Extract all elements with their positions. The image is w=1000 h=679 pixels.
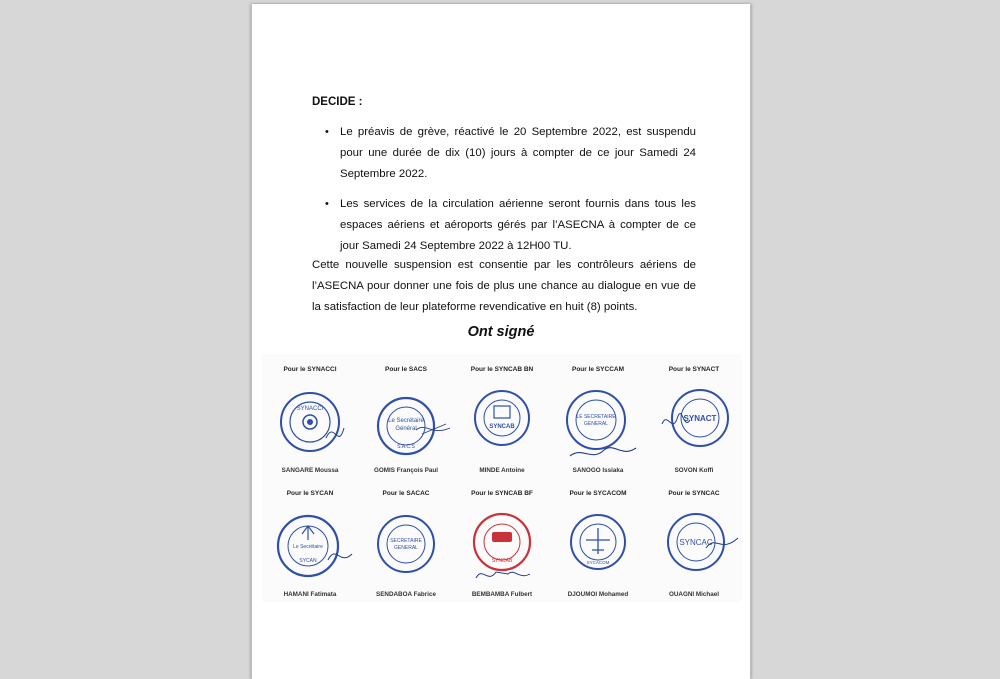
signatory-2 [358,354,454,476]
stamp-text: SYNCAB [489,424,515,430]
signatures-block [262,354,742,602]
decide-heading: DECIDE : [312,96,363,108]
signatory-org: Pour le SYCCAM [571,366,624,373]
stamp-seal-icon [372,380,452,460]
signatory-org: Pour le SYNCAC [668,490,720,497]
signatory-name: SENDABOA Fabrice [376,591,436,598]
signatory-5 [646,354,742,476]
svg-text:Le Secrétaire: Le Secrétaire [388,418,424,424]
svg-text:Le Secrétaire: Le Secrétaire [293,544,323,550]
stamp-seal-icon [276,504,356,584]
svg-text:Général: Général [395,426,417,432]
stamp-seal-icon [564,504,634,584]
stamp-seal-icon [468,380,538,460]
list-item [312,122,696,185]
signatory-name: DJOUMOI Mohamed [567,591,629,598]
signatory-org: Pour le SYNACCI [283,366,337,373]
signatory-10 [646,478,742,600]
stamp-seal-icon [276,380,346,460]
stamp-text: SYNACCI [296,406,324,412]
svg-text:GENERAL: GENERAL [394,545,418,551]
signatory-name: HAMANI Fatimata [283,591,337,598]
stamp-seal-icon [372,504,442,584]
signatory-name: MINDE Antoine [479,467,525,474]
signatory-4 [550,354,646,476]
signatory-name: SOVON Koffi [674,467,714,474]
stamp-text: SYCACOM [586,560,610,565]
signatory-name: BEMBAMBA Fulbert [471,591,533,598]
svg-text:GENERAL: GENERAL [584,421,608,427]
signatory-name: SANGARE Moussa [281,467,339,474]
signatory-1 [262,354,358,476]
signatory-org: Pour le SACS [385,366,427,373]
stamp-text: SYCAN [299,558,317,564]
stamp-text: LE SECRETAIRE [576,414,616,420]
signatory-org: Pour le SYCACOM [569,490,627,497]
stamp-text: S.A.C.S [397,444,415,450]
body-paragraph: Cette nouvelle suspension est consentie par les contrôleurs aériens de l’ASECNA pour donner une fois de plus une chance au dialogue en vue de la satisfaction de leur plateforme revendicative en huit (8) points. [312,259,696,313]
bullet-icon: • [325,198,329,210]
bullet-text: Les services de la circulation aérienne seront fournis dans tous les espaces aériens et aéroports gérés par l’ASECNA à compter de ce jour Samedi 24 Septembre 2022 à 12H00 TU. [340,198,696,252]
signatory-9 [550,478,646,600]
list-item [312,194,696,257]
stamp-seal-icon [468,504,538,589]
signatory-org: Pour le SYNCAB BF [471,490,533,497]
document-page [251,4,751,679]
stamp-seal-icon [660,504,740,584]
signatory-7 [358,478,454,600]
decision-list [312,122,696,266]
signatory-org: Pour le SYCAN [286,490,334,497]
stamp-seal-icon [564,380,644,470]
stamp-text: SECRETAIRE [390,538,422,544]
bullet-icon: • [325,126,329,138]
signatory-name: GOMIS François Paul [373,467,439,474]
signatory-org: Pour le SYNACT [668,366,720,373]
signatory-6 [262,478,358,600]
signatory-3 [454,354,550,476]
stamp-text: SYNACT [683,414,717,423]
stamp-text: SYNCAB [491,558,513,564]
stamp-seal-icon [660,380,740,460]
stamp-text: SYNCAC [679,538,713,547]
signatory-org: Pour le SYNCAB BN [470,366,534,373]
bullet-text: Le préavis de grève, réactivé le 20 Septembre 2022, est suspendu pour une durée de dix (10) jours à compter de ce jour Samedi 24 Septembre 2022. [340,126,696,180]
signatory-org: Pour le SACAC [382,490,430,497]
signed-heading: Ont signé [467,324,535,340]
signatory-name: SANOGO Issiaka [572,467,624,474]
signatory-8 [454,478,550,600]
signatory-name: OUAGNI Michael [668,591,720,598]
